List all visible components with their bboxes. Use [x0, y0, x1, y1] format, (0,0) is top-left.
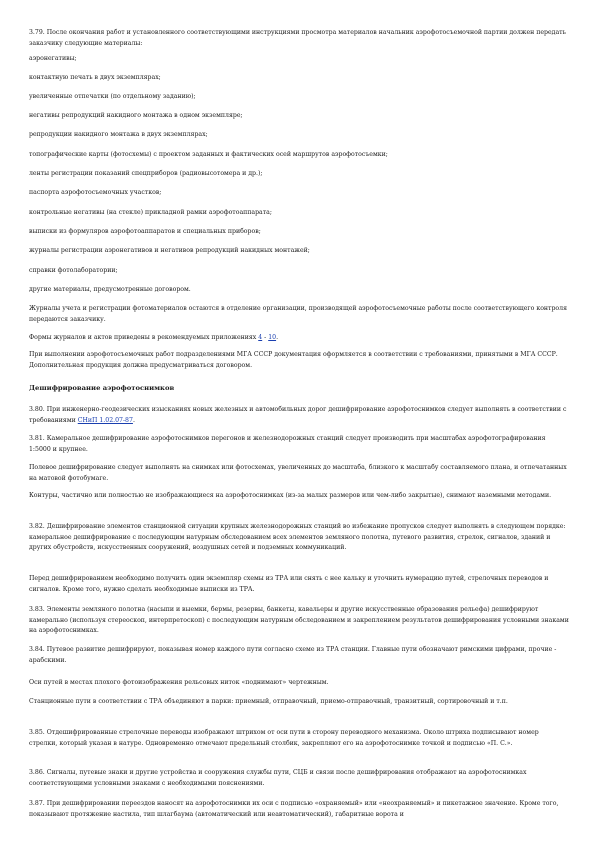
p380-text: 3.80. При инженерно-геодезических изысканиях новых железных и автомобильных дорог дешифрирование аэрофотоснимков следует выполнять в соответствии с требованиями [29, 406, 567, 424]
paragraph-3-79: 3.79. После окончания работ и установленного соответствующими инструкциями просмотра материалов начальник аэрофотосъемочной партии должен передать заказчику следующие материалы: [29, 29, 566, 47]
paragraph-contours: Контуры, частично или полностью не изображающиеся на аэрофотоснимках (из-за малых размеров или чем-либо закрытые), снимают наземными методами. [29, 492, 552, 499]
list-item: паспорта аэрофотосъемочных участков; [29, 189, 162, 196]
list-item: аэронегативы; [29, 55, 77, 62]
list-item: другие материалы, предусмотренные договором. [29, 286, 191, 293]
p380-end: . [132, 416, 135, 424]
list-item: репродукции накидного монтажа в двух экземплярах; [29, 131, 208, 138]
list-item: ленты регистрации показаний спецприборов (радиовысотомера и др.); [29, 170, 263, 177]
section-heading: Дешифрирование аэрофотоснимков [29, 384, 175, 392]
paragraph-forms [29, 333, 569, 344]
paragraph-3-87: 3.87. При дешифрировании переездов наносят на аэрофотоснимки их оси с подписью «охраняемый» или «неохраняемый» и пикетажное значение. Кроме того, показывают протяжение настила, тип шлагбаума (автоматический или неавтоматический), габаритные ворота и [29, 800, 559, 818]
paragraph-3-83: 3.83. Элементы земляного полотна (насыпи и выемки, бермы, резервы, банкеты, кавальеры и другие искусственные образования рельефа) дешифрируют камерально (используя стереоскоп, интерпретоскоп) с последующим натурным обследованием и закреплением результатов дешифрирования условными знаками на аэрофотоснимках. [29, 606, 569, 634]
snip-link[interactable]: СНиП 1.02.07-87 [77, 416, 133, 424]
paragraph-3-84: 3.84. Путевое развитие дешифрируют, показывая номер каждого пути согласно схеме из ТРА станции. Главные пути обозначают римскими цифрами, прочие - арабскими. [29, 646, 557, 664]
paragraph-before: Перед дешифрированием необходимо получить один экземпляр схемы из ТРА или снять с нее кальку и уточнить нумерацию путей, стрелочных переводов и сигналов. Кроме того, нужно сделать необходимые выписки из ТРА. [29, 575, 549, 593]
list-item: топографические карты (фотосхемы) с проектом заданных и фактических осей маршрутов аэрофотосъемки; [29, 151, 388, 158]
list-item: справки фотолаборатории; [29, 267, 118, 274]
list-item: журналы регистрации аэронегативов и негативов репродукций накидных монтажей; [29, 247, 310, 254]
list-item: контактную печать в двух экземплярах; [29, 74, 161, 81]
paragraph-axes: Оси путей в местах плохого фотоизображения рельсовых ниток «поднимают» чертежным. [29, 679, 329, 686]
list-item: контрольные негативы (на стекле) прикладной рамки аэрофотоаппарата; [29, 209, 272, 216]
paragraph-3-85: 3.85. Отдешифрированные стрелочные переводы изображают штрихом от оси пути в сторону переводного механизма. Около штриха подписывают номер стрелки, который указан в натуре. Одновременно отмечают предельный столбик, закрепляют его на аэрофотоснимке точкой и подписью «П. С.». [29, 729, 539, 747]
paragraph-3-86: 3.86. Сигналы, путевые знаки и другие устройства и сооружения службы пути, СЦБ и связи после дешифрирования отображают на аэрофотоснимках соответствующими условными знаками с необходимыми пояснениями. [29, 769, 527, 787]
paragraph-field: Полевое дешифрирование следует выполнять на снимках или фотосхемах, увеличенных до масштаба, близкого к масштабу составляемого плана, и отпечатанных на матовой фотобумаге. [29, 464, 567, 482]
appendix-10-link[interactable]: 10 [268, 334, 277, 341]
forms-dash: - [262, 334, 269, 341]
list-item: выписки из формуляров аэрофотоаппаратов и специальных приборов; [29, 228, 261, 235]
paragraph-3-80 [29, 405, 569, 426]
appendix-4-link[interactable]: 4 [258, 334, 263, 341]
paragraph-3-82: 3.82. Дешифрирование элементов станционной ситуации крупных железнодорожных станций во избежание пропусков следует выполнять в следующем порядке: камеральное дешифрирование с последующим натурным обследованием всех элементов земляного полотна, путевого развития, стрелок, сигналов, зданий и других обустройств, искусственных сооружений, воздушных сетей и подземных коммуникаций. [29, 523, 566, 551]
paragraph-journals: Журналы учета и регистрации фотоматериалов остаются в отделение организации, производящей аэрофотосъемочные работы после соответствующего контроля передаются заказчику. [29, 305, 567, 323]
list-item: негативы репродукций накидного монтажа в одном экземпляре; [29, 112, 243, 119]
paragraph-station: Станционные пути в соответствии с ТРА объединяют в парки: приемный, отправочный, приемо-отправочный, транзитный, сортировочный и т.п. [29, 698, 508, 705]
forms-text: Формы журналов и актов приведены в рекомендуемых приложениях [29, 334, 259, 341]
forms-end: . [276, 334, 279, 341]
paragraph-mga: При выполнении аэрофотосъемочных работ подразделениями МГА СССР документация оформляется в соответствии с требованиями, принятыми в МГА СССР. Дополнительная продукция должна предусматриваться договором. [29, 351, 558, 369]
list-item: увеличенные отпечатки (по отдельному заданию); [29, 93, 196, 100]
paragraph-3-81: 3.81. Камеральное дешифрирование аэрофотоснимков перегонов и железнодорожных станций следует производить при масштабах аэрофотографирования 1:5000 и крупнее. [29, 435, 546, 453]
